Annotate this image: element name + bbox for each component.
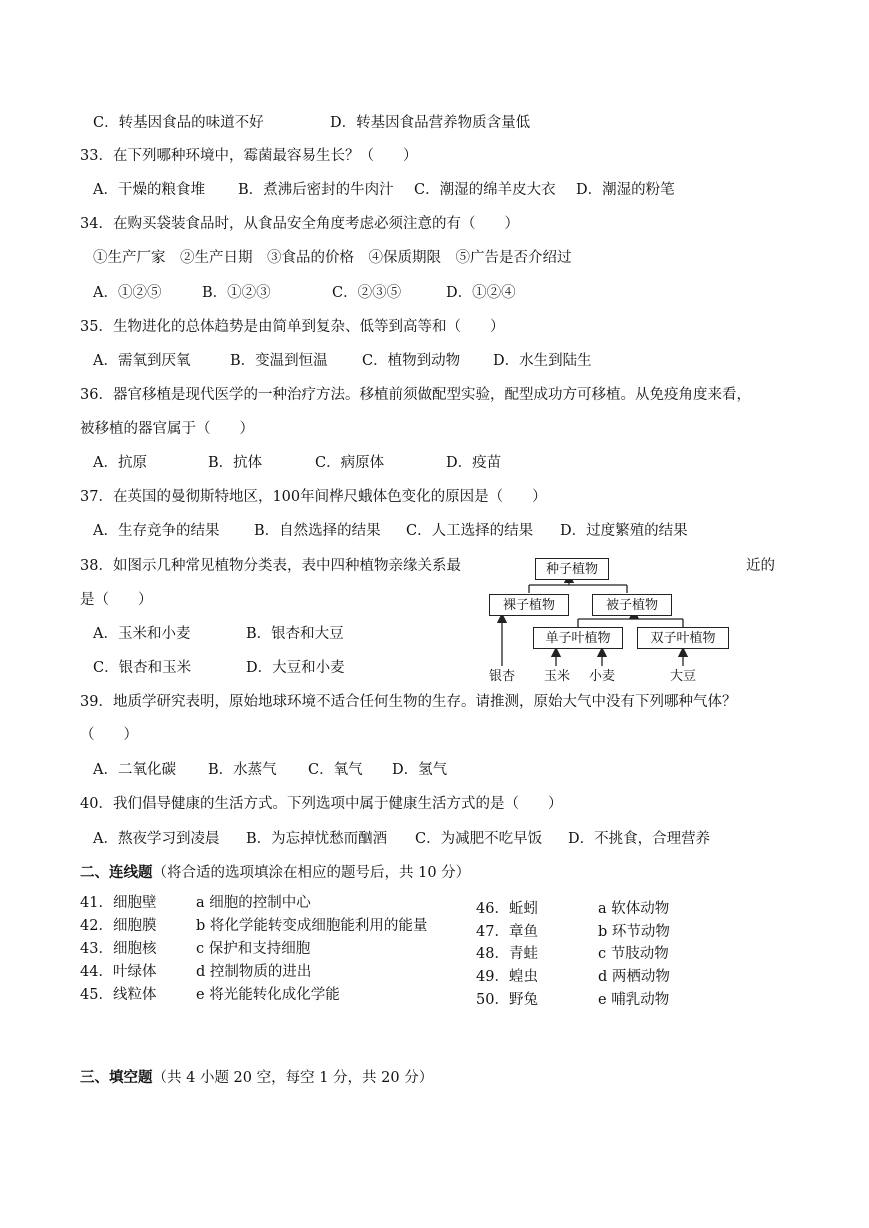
q37-option-c: C．人工选择的结果 bbox=[406, 523, 534, 539]
q39-option-a: A．二氧化碳 bbox=[93, 762, 176, 778]
q39-option-d: D．氢气 bbox=[392, 762, 448, 778]
q40-option-b: B．为忘掉忧愁而酗酒 bbox=[246, 831, 388, 847]
match-right-desc-46: a 软体动物 bbox=[598, 901, 670, 917]
q36-option-b: B．抗体 bbox=[208, 455, 263, 471]
match-right-num-46: 46．蚯蚓 bbox=[476, 901, 538, 917]
section3-heading bbox=[80, 1068, 433, 1088]
q38-option-c: C．银杏和玉米 bbox=[93, 660, 192, 676]
match-left-num-42: 42．细胞膜 bbox=[80, 918, 157, 934]
q37-option-b: B．自然选择的结果 bbox=[254, 523, 381, 539]
tree-angio-box: 被子植物 bbox=[592, 594, 672, 616]
tree-mono-box: 单子叶植物 bbox=[533, 627, 623, 649]
q34-stem: 34．在购买袋装食品时，从食品安全角度考虑必须注意的有（ ） bbox=[80, 216, 519, 232]
q39-stem-line2: （ ） bbox=[80, 727, 138, 743]
match-right-desc-47: b 环节动物 bbox=[598, 924, 670, 940]
q34-option-d: D．①②④ bbox=[446, 285, 516, 301]
q35-stem: 35．生物进化的总体趋势是由简单到复杂、低等到高等和（ ） bbox=[80, 319, 505, 335]
match-right-num-47: 47．章鱼 bbox=[476, 924, 538, 940]
match-left-num-41: 41．细胞壁 bbox=[80, 895, 157, 911]
q33-option-d: D．潮湿的粉笔 bbox=[576, 182, 675, 198]
section3-note: （共 4 小题 20 空，每空 1 分，共 20 分） bbox=[152, 1070, 434, 1086]
match-right-desc-49: d 两栖动物 bbox=[598, 969, 670, 985]
section2-heading bbox=[80, 863, 470, 883]
q40-option-c: C．为减肥不吃早饭 bbox=[415, 831, 543, 847]
q38-option-d: D．大豆和小麦 bbox=[246, 660, 345, 676]
match-right-num-48: 48．青蛙 bbox=[476, 946, 538, 962]
q40-stem: 40．我们倡导健康的生活方式。下列选项中属于健康生活方式的是（ ） bbox=[80, 796, 563, 812]
q36-option-d: D．疫苗 bbox=[446, 455, 502, 471]
match-right-num-49: 49．蝗虫 bbox=[476, 969, 538, 985]
section3-title: 三、填空题 bbox=[80, 1069, 153, 1086]
q33-option-a: A．干燥的粮食堆 bbox=[93, 182, 205, 198]
q37-stem: 37．在英国的曼彻斯特地区，100年间桦尺蛾体色变化的原因是（ ） bbox=[80, 489, 547, 505]
match-right-desc-48: c 节肢动物 bbox=[598, 946, 669, 962]
q38-stem-left: 38．如图示几种常见植物分类表，表中四种植物亲缘关系最 bbox=[80, 558, 461, 574]
q38-option-a: A．玉米和小麦 bbox=[93, 626, 191, 642]
match-left-num-45: 45．线粒体 bbox=[80, 987, 157, 1003]
match-right-num-50: 50．野兔 bbox=[476, 992, 538, 1008]
q32-option-c: C．转基因食品的味道不好 bbox=[93, 115, 264, 131]
q38-stem-right: 近的 bbox=[746, 558, 775, 574]
q35-option-d: D．水生到陆生 bbox=[493, 353, 592, 369]
q36-stem-line2: 被移植的器官属于（ ） bbox=[80, 421, 254, 437]
match-right-desc-50: e 哺乳动物 bbox=[598, 992, 670, 1008]
q34-option-a: A．①②⑤ bbox=[93, 285, 162, 301]
q39-option-b: B．水蒸气 bbox=[208, 762, 277, 778]
q33-option-b: B．煮沸后密封的牛肉汁 bbox=[238, 182, 394, 198]
q32-option-d: D．转基因食品营养物质含量低 bbox=[330, 115, 531, 131]
section2-note: （将合适的选项填涂在相应的题号后，共 10 分） bbox=[152, 865, 471, 881]
q35-option-c: C．植物到动物 bbox=[362, 353, 461, 369]
match-left-desc-42: b 将化学能转变成细胞能利用的能量 bbox=[196, 918, 428, 934]
q33-stem: 33．在下列哪种环境中，霉菌最容易生长？（ ） bbox=[80, 148, 418, 164]
match-left-desc-45: e 将光能转化成化学能 bbox=[196, 987, 340, 1003]
q37-option-d: D．过度繁殖的结果 bbox=[560, 523, 688, 539]
tree-root-box: 种子植物 bbox=[535, 558, 609, 580]
q39-option-c: C．氧气 bbox=[308, 762, 363, 778]
q34-option-b: B．①②③ bbox=[202, 285, 271, 301]
q36-option-a: A．抗原 bbox=[93, 455, 147, 471]
tree-leaf-ginkgo: 银杏 bbox=[489, 669, 516, 684]
q35-option-a: A．需氧到厌氧 bbox=[93, 353, 191, 369]
q40-option-d: D．不挑食，合理营养 bbox=[568, 831, 711, 847]
q36-option-c: C．病原体 bbox=[315, 455, 385, 471]
match-left-desc-43: c 保护和支持细胞 bbox=[196, 941, 311, 957]
match-left-num-43: 43．细胞核 bbox=[80, 941, 157, 957]
tree-leaf-corn: 玉米 bbox=[544, 669, 571, 684]
tree-dicot-box: 双子叶植物 bbox=[637, 627, 729, 649]
q40-option-a: A．熬夜学习到凌晨 bbox=[93, 831, 220, 847]
match-left-desc-44: d 控制物质的进出 bbox=[196, 964, 312, 980]
section2-title: 二、连线题 bbox=[80, 864, 153, 881]
q38-stem-line2: 是（ ） bbox=[80, 592, 153, 608]
q33-option-c: C．潮湿的绵羊皮大衣 bbox=[414, 182, 556, 198]
q37-option-a: A．生存竞争的结果 bbox=[93, 523, 220, 539]
q39-stem-line1: 39．地质学研究表明，原始地球环境不适合任何生物的生存。请推测，原始大气中没有下列哪种气体？ bbox=[80, 694, 737, 710]
tree-leaf-wheat: 小麦 bbox=[589, 669, 616, 684]
q34-items: ①生产厂家 ②生产日期 ③食品的价格 ④保质期限 ⑤广告是否介绍过 bbox=[93, 250, 572, 266]
tree-leaf-soy: 大豆 bbox=[670, 669, 697, 684]
match-left-desc-41: a 细胞的控制中心 bbox=[196, 895, 311, 911]
q36-stem-line1: 36．器官移植是现代医学的一种治疗方法。移植前须做配型实验，配型成功方可移植。从免疫角度来看， bbox=[80, 387, 751, 403]
match-left-num-44: 44．叶绿体 bbox=[80, 964, 157, 980]
q35-option-b: B．变温到恒温 bbox=[230, 353, 328, 369]
q34-option-c: C．②③⑤ bbox=[332, 285, 402, 301]
tree-gymno-box: 裸子植物 bbox=[489, 594, 569, 616]
q38-option-b: B．银杏和大豆 bbox=[246, 626, 344, 642]
